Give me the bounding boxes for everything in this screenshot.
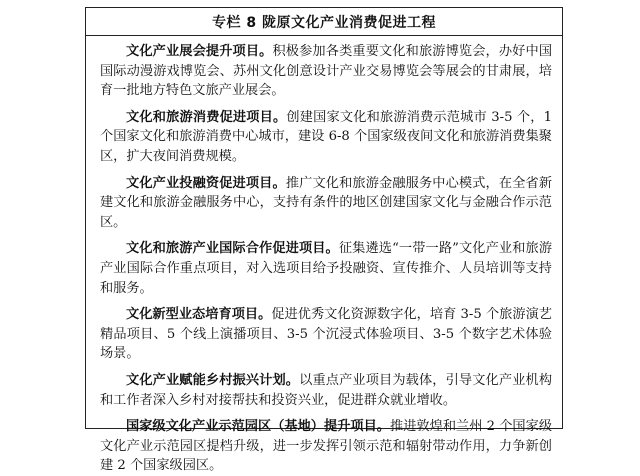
project-description: 创建国家文化和旅游消费示范城市 3-5 个，1 个国家文化和旅游消费中心城市，建设 6-8 个国家级夜间文化和旅游消费集聚区，扩大夜间消费规模。 bbox=[100, 109, 553, 164]
project-title: 文化和旅游产业国际合作促进项目。 bbox=[126, 241, 339, 257]
project-item bbox=[100, 305, 552, 364]
project-item bbox=[100, 371, 552, 410]
project-description: 促进优秀文化资源数字化，培育 3-5 个旅游演艺精品项目、5 个线上演播项目、3-5 个沉浸式体验项目、3-5 个数字艺术体验场景。 bbox=[100, 307, 552, 362]
project-item bbox=[100, 417, 552, 476]
column-header bbox=[86, 8, 562, 36]
column-box bbox=[85, 7, 563, 474]
column-title: 专栏 8 陇原文化产业消费促进工程 bbox=[212, 14, 436, 31]
project-item bbox=[100, 239, 552, 298]
project-title: 文化产业投融资促进项目。 bbox=[126, 175, 286, 191]
project-description: 积极参加各类重要文化和旅游博览会，办好中国国际动漫游戏博览会、苏州文化创意设计产业交易博览会等展会的甘肃展，培育一批地方特色文旅产业展会。 bbox=[100, 44, 553, 99]
project-title: 国家级文化产业示范园区（基地）提升项目。 bbox=[126, 419, 391, 435]
project-title: 文化和旅游消费促进项目。 bbox=[126, 109, 287, 125]
project-description: 推进敦煌和兰州 2 个国家级文化产业示范园区提档升级，进一步发挥引领示范和辐射带动作用，力争新创建 2 个国家级园区。 bbox=[100, 419, 553, 474]
project-description: 以重点产业项目为载体，引导文化产业机构和工作者深入乡村对接帮扶和投资兴业，促进群众就业增收。 bbox=[100, 372, 553, 408]
project-item bbox=[100, 174, 552, 233]
project-description: 推广文化和旅游金融服务中心模式，在全省新建文化和旅游金融服务中心，支持有条件的地区创建国家文化与金融合作示范区。 bbox=[100, 175, 553, 230]
project-title: 文化新型业态培育项目。 bbox=[126, 307, 272, 323]
project-item bbox=[100, 42, 552, 101]
project-item bbox=[100, 108, 552, 167]
project-title: 文化产业赋能乡村振兴计划。 bbox=[126, 372, 300, 388]
column-body bbox=[86, 36, 562, 476]
project-title: 文化产业展会提升项目。 bbox=[126, 44, 273, 59]
project-description: 征集遴选“一带一路”文化产业和旅游产业国际合作重点项目，对入选项目给予投融资、宣传推介、人员培训等支持和服务。 bbox=[100, 241, 553, 296]
